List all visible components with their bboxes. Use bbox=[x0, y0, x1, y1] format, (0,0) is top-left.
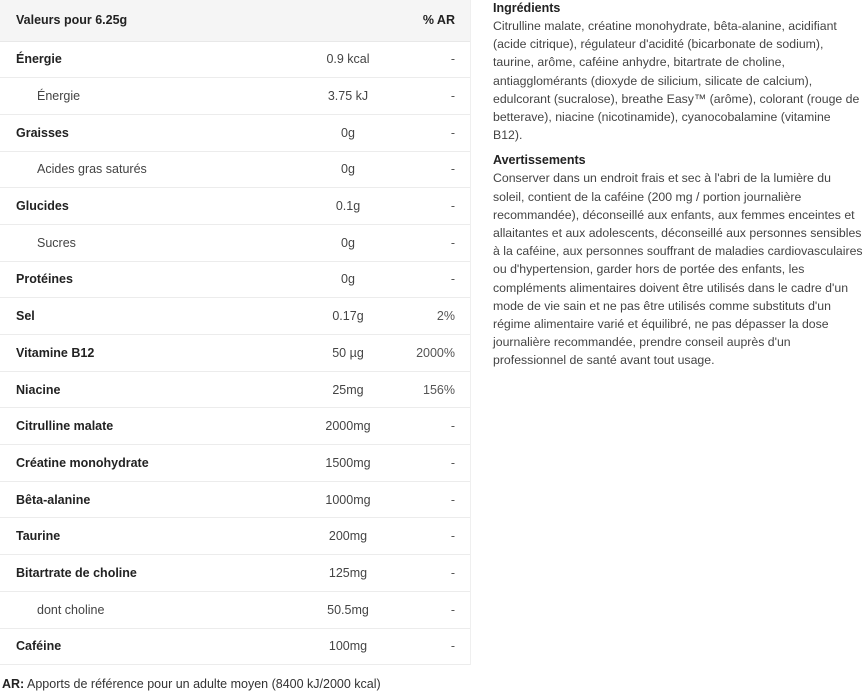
nutrient-ar: - bbox=[450, 199, 455, 214]
table-row bbox=[0, 408, 470, 445]
product-info bbox=[493, 0, 863, 370]
nutrient-name: Niacine bbox=[16, 382, 61, 397]
table-row bbox=[0, 555, 470, 592]
nutrient-ar: - bbox=[450, 639, 455, 654]
nutrient-ar: - bbox=[450, 602, 455, 617]
nutrient-name: Glucides bbox=[16, 199, 69, 214]
ingredients-title: Ingrédients bbox=[493, 1, 561, 15]
table-row bbox=[0, 335, 470, 372]
ar-footnote-label: AR: bbox=[2, 677, 25, 691]
nutrient-name: Protéines bbox=[16, 272, 73, 287]
table-row bbox=[0, 298, 470, 335]
nutrient-ar: - bbox=[450, 52, 455, 67]
nutrient-ar: 2% bbox=[436, 309, 455, 324]
nutrient-name: Bitartrate de choline bbox=[16, 565, 137, 580]
ar-footnote-text: Apports de référence pour un adulte moyen (8400 kJ/2000 kcal) bbox=[24, 677, 381, 691]
nutrient-ar: - bbox=[450, 235, 455, 250]
nutrient-name: Énergie bbox=[16, 52, 62, 67]
ingredients-section bbox=[493, 0, 863, 144]
warnings-title: Avertissements bbox=[493, 153, 586, 168]
nutrient-ar: - bbox=[450, 529, 455, 544]
table-divider bbox=[470, 0, 471, 665]
nutrient-name: Graisses bbox=[16, 125, 69, 140]
header-ar-label: % AR bbox=[403, 0, 470, 41]
ar-footnote bbox=[2, 677, 381, 691]
nutrient-value: 1500mg bbox=[325, 455, 371, 470]
nutrient-name: Bêta-alanine bbox=[16, 492, 91, 507]
nutrient-name: Énergie bbox=[37, 89, 81, 104]
nutrient-name: Citrulline malate bbox=[16, 419, 114, 434]
nutrient-ar: - bbox=[450, 162, 455, 177]
nutrient-name: Sucres bbox=[37, 235, 76, 250]
nutrient-value: 1000mg bbox=[325, 492, 371, 507]
table-row bbox=[0, 114, 470, 151]
header-value bbox=[237, 0, 403, 41]
nutrient-value: 0.9 kcal bbox=[326, 52, 370, 67]
nutrient-name: Vitamine B12 bbox=[16, 345, 95, 360]
nutrient-ar: 156% bbox=[423, 382, 455, 397]
table-row bbox=[0, 481, 470, 518]
nutrient-value: 0g bbox=[341, 272, 355, 287]
warnings-section bbox=[493, 152, 863, 369]
nutrient-value: 25mg bbox=[332, 382, 364, 397]
table-row bbox=[0, 371, 470, 408]
nutrient-ar: - bbox=[450, 565, 455, 580]
nutrient-value: 2000mg bbox=[325, 419, 371, 434]
table-row bbox=[0, 591, 470, 628]
nutrient-value: 0g bbox=[341, 125, 355, 140]
table-row bbox=[0, 445, 470, 482]
nutrient-value: 0g bbox=[341, 162, 355, 177]
nutrient-value: 0.17g bbox=[332, 309, 364, 324]
nutrient-ar: - bbox=[450, 492, 455, 507]
nutrient-ar: - bbox=[450, 455, 455, 470]
ingredients-text: Citrulline malate, créatine monohydrate, bêta-alanine, acidifiant (acide citrique), régulateur d'acidité (bicarbonate de sodium), taurine, arôme, caféine anhydre, bitartrate de choline, antiagglomérants (dioxyde de silicium, silicate de calcium), edulcorant (sucralose), breathe Easy™ (arôme), colorant (rouge de betterave), niacine (nicotinamide), cyanocobalamine (vitamine B12). bbox=[493, 19, 860, 143]
nutrient-value: 3.75 kJ bbox=[327, 89, 369, 104]
nutrient-ar: 2000% bbox=[416, 345, 455, 360]
nutrition-table-body bbox=[0, 41, 470, 665]
nutrient-value: 0.1g bbox=[335, 199, 361, 214]
nutrient-ar: - bbox=[450, 89, 455, 104]
nutrient-ar: - bbox=[450, 419, 455, 434]
nutrient-ar: - bbox=[450, 125, 455, 140]
nutrient-value: 50 µg bbox=[332, 345, 364, 360]
nutrient-name: Taurine bbox=[16, 529, 61, 544]
nutrient-ar: - bbox=[450, 272, 455, 287]
table-row bbox=[0, 78, 470, 115]
table-header-row bbox=[0, 0, 470, 41]
nutrient-name: Caféine bbox=[16, 639, 62, 654]
nutrient-value: 125mg bbox=[328, 565, 368, 580]
nutrient-value: 200mg bbox=[328, 529, 368, 544]
nutrient-name: Créatine monohydrate bbox=[16, 455, 149, 470]
nutrient-name: dont choline bbox=[37, 602, 105, 617]
nutrient-name: Sel bbox=[16, 309, 35, 324]
table-row bbox=[0, 628, 470, 665]
table-row bbox=[0, 224, 470, 261]
nutrient-value: 100mg bbox=[328, 639, 368, 654]
table-row bbox=[0, 151, 470, 188]
nutrient-value: 50.5mg bbox=[327, 602, 369, 617]
nutrient-name: Acides gras saturés bbox=[37, 162, 147, 177]
table-row bbox=[0, 188, 470, 225]
table-row bbox=[0, 41, 470, 78]
header-serving-label: Valeurs pour 6.25g bbox=[0, 0, 237, 41]
table-row bbox=[0, 261, 470, 298]
table-row bbox=[0, 518, 470, 555]
nutrient-value: 0g bbox=[341, 235, 355, 250]
warnings-text: Conserver dans un endroit frais et sec à l'abri de la lumière du soleil, contient de la caféine (200 mg / portion journalière recommandée), déconseillé aux enfants, aux femmes enceintes et allaitantes et aux adolescents, déconseillé aux personnes sensibles à la caféine, aux personnes souffrant de maladies cardiovasculaires ou d'hypertension, garder hors de portée des enfants, les compléments alimentaires doivent être utilisés dans le cadre d'un mode de vie sain et ne pas être utilisés comme substituts d'un régime alimentaire varié et équilibré, ne pas dépasser la dose journalière recommandée, prendre conseil auprès d'un professionnel de santé avant tout usage. bbox=[493, 171, 863, 368]
